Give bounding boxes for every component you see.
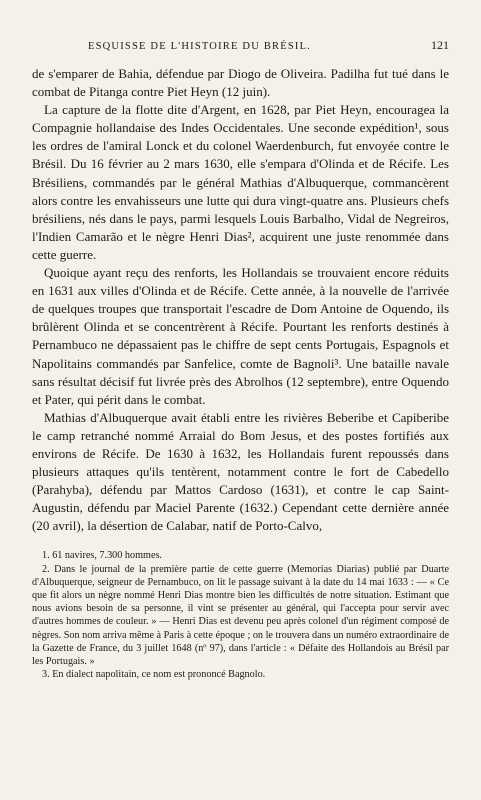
paragraph: de s'emparer de Bahia, défendue par Diogo de Oliveira. Padilha fut tué dans le combat de Pitanga contre Piet Heyn (12 juin). <box>32 66 449 100</box>
footnote: 2. Dans le journal de la première partie de cette guerre (Memorias Diarias) publié par Duarte d'Albuquerque, seigneur de Pernambuco, on lit le passage suivant à la date du 14 mai 1633 : — « Ce que fit alors un nègre nommé Henri Dias montre bien les difficultés de notre situation. Estimant que nous avions besoin de sa personne, il vint se présenter au général, qui l'accepta pour servir avec d'autres hommes de couleur. » — Henri Dias est devenu peu après colonel d'un régiment composé de nègres. Son nom arriva même à Paris à cette époque ; on le trouvera dans un numéro extraordinaire de la Gazette de France, du 3 juillet 1648 (nº 97), dans l'article : « Défaite des Hollandois au Brésil par les Portugais. » <box>32 563 449 668</box>
paragraph: Mathias d'Albuquerque avait établi entre les rivières Beberibe et Capiberibe le camp retranché nommé Arraial do Bom Jesus, et des postes fortifiés aux environs de Récife. De 1630 à 1632, les Hollandais furent repoussés dans plusieurs attaques qu'ils tentèrent, notamment contre le fort de Cabedello (Parahyba), défendu par Mattos Cardoso (1631), et contre le cap Saint-Augustin, défendu par Maciel Parente (1632.) Cependant cette dernière année (20 avril), la désertion de Calabar, natif de Porto-Calvo, <box>32 409 449 534</box>
footnote: 1. 61 navires, 7.300 hommes. <box>42 550 162 562</box>
page-number: 121 <box>431 38 449 52</box>
paragraph: Quoique ayant reçu des renforts, les Hollandais se trouvaient encore réduits en 1631 aux villes d'Olinda et de Récife. Cette année, à la nouvelle de l'arrivée de quelques troupes que transportait l'escadre de Dom Antoine de Oquendo, ils brûlèrent Olinda et se concentrèrent à Récife. Pourtant les renforts destinés à Pernambuco ne dépassaient pas le chiffre de sept cents Portugais, Espagnols et Napolitains commandés par Sanfelice, comte de Bagnoli³. Une bataille navale sans résultat décisif fut livrée près des Abrolhos (12 septembre), entre Oquendo et Pater, qui périt dans le combat. <box>32 265 449 407</box>
running-head <box>32 38 449 53</box>
running-title: ESQUISSE DE L'HISTOIRE DU BRÉSIL. <box>88 41 312 52</box>
footnote: 3. En dialect napolitain, ce nom est prononcé Bagnolo. <box>42 669 266 681</box>
paragraph: La capture de la flotte dite d'Argent, en 1628, par Piet Heyn, encouragea la Compagnie hollandaise des Indes Occidentales. Une seconde expédition¹, sous les ordres de l'amiral Lonck et du colonel Waerdenburch, fut envoyée contre le Brésil. Du 16 février au 2 mars 1630, elle s'empara d'Olinda et de Récife. Les Brésiliens, commandés par le général Mathias d'Albuquerque, commancèrent alors contre les envahisseurs une lutte qui dura vingt-quatre ans. Plusieurs chefs brésiliens, nés dans le pays, parmi lesquels Louis Barbalho, Vidal de Negreiros, l'Indien Camarão et le nègre Henri Dias², acquirent une juste renommée dans cette guerre. <box>32 102 449 262</box>
footnotes <box>32 549 449 681</box>
body-text <box>32 65 449 535</box>
